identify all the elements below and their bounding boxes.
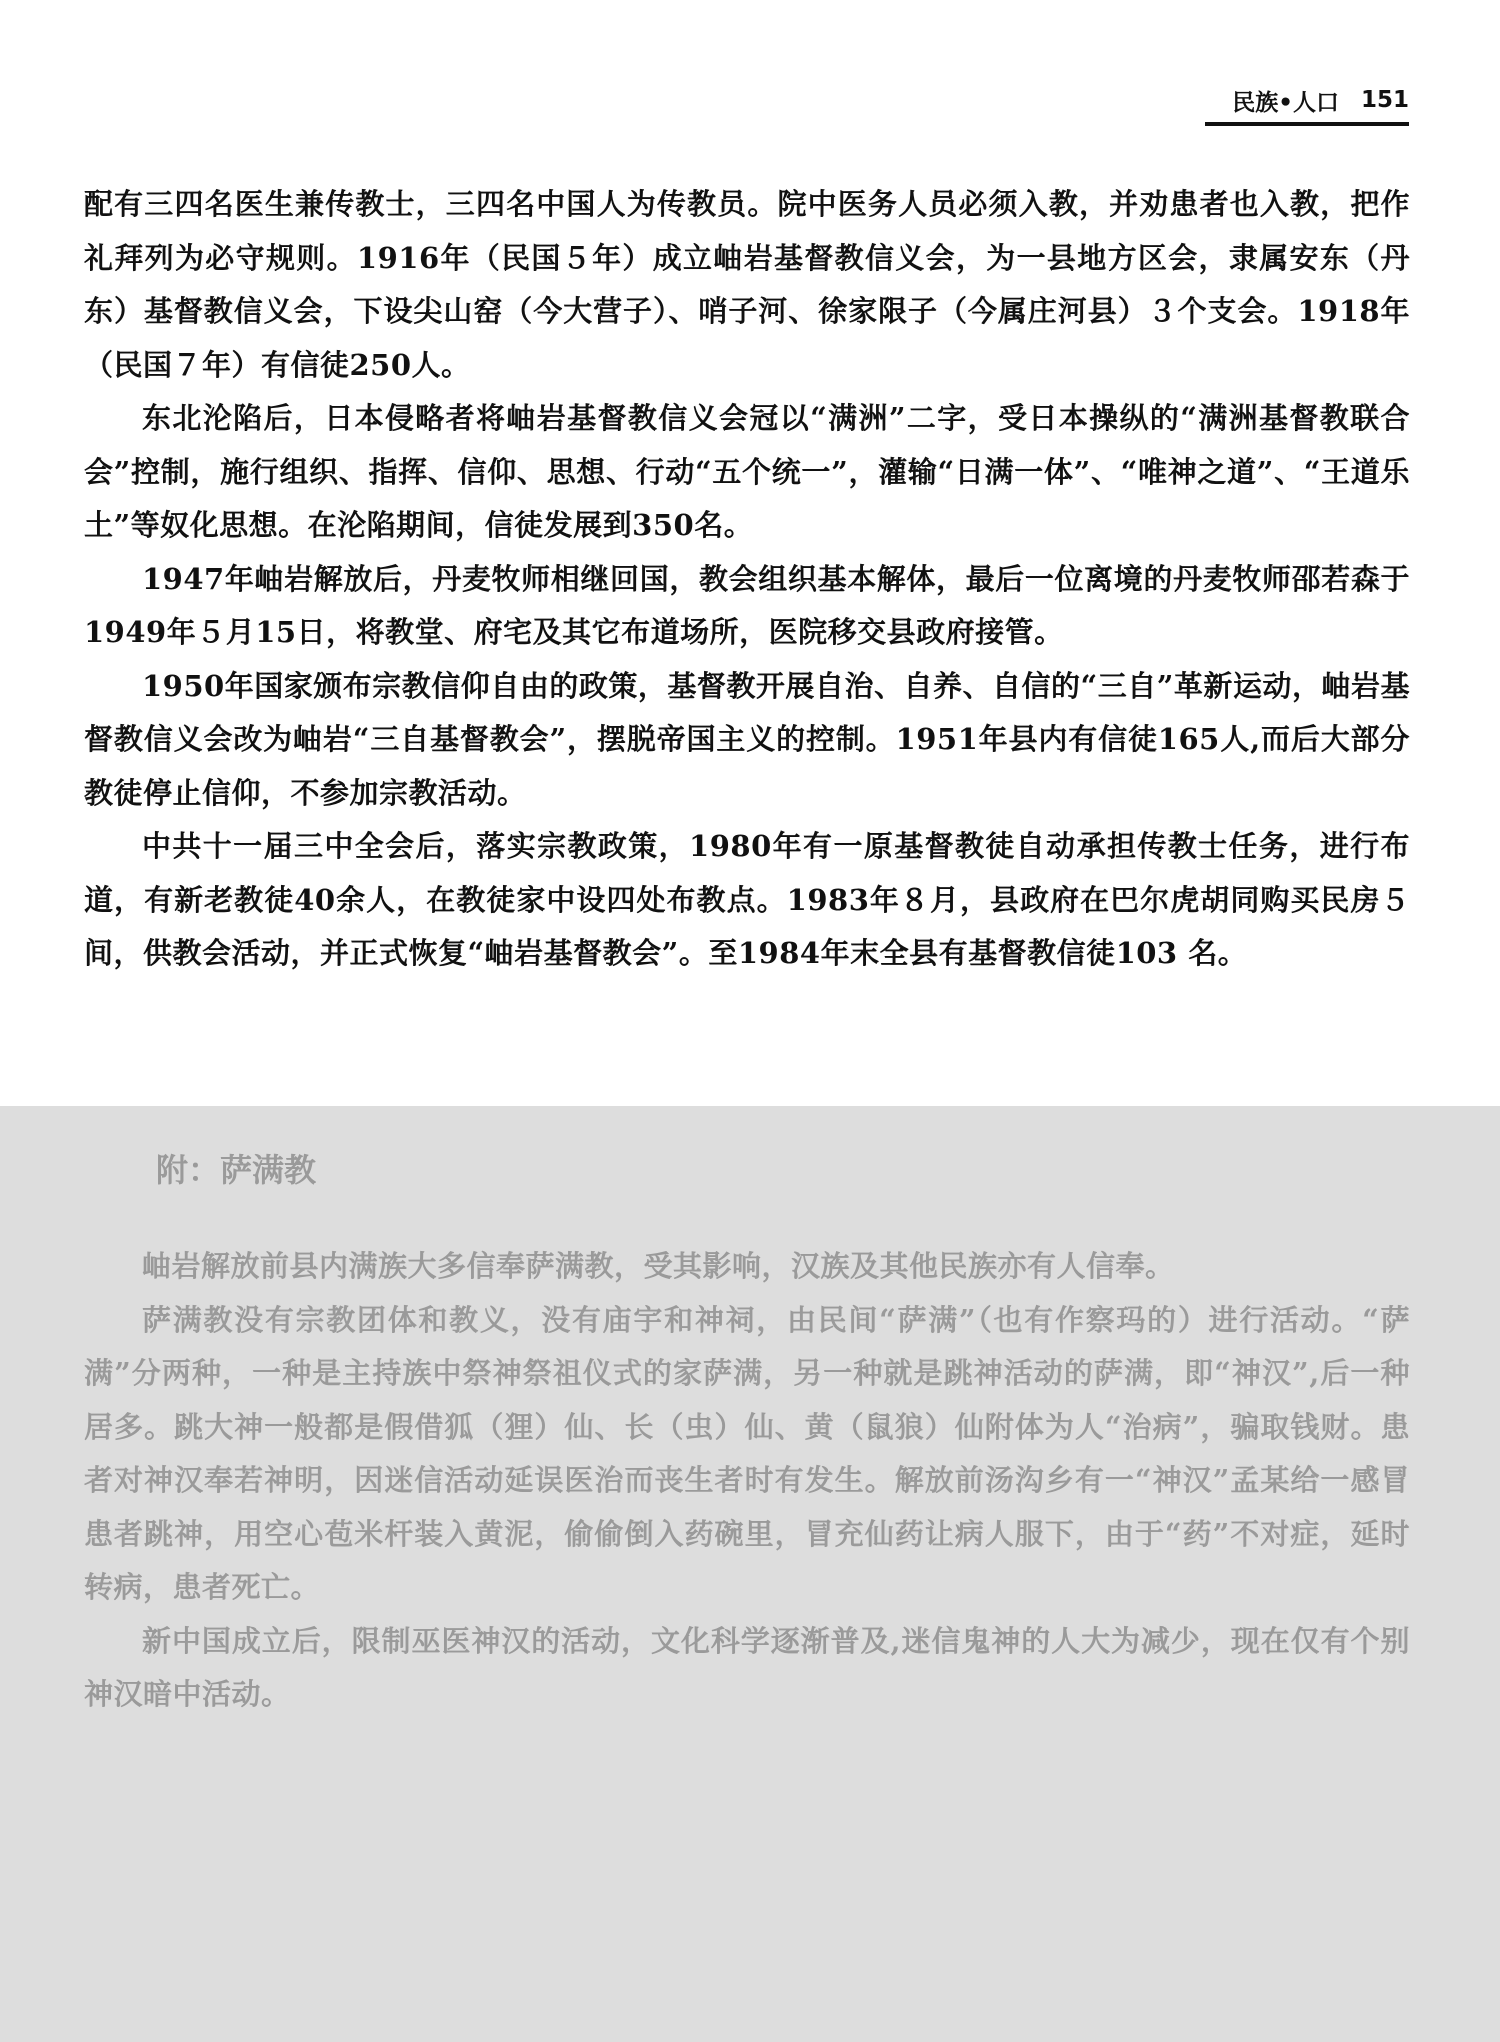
appendix-content — [84, 1142, 1410, 1722]
page-number: 151 — [1360, 87, 1409, 113]
paragraph: 新中国成立后，限制巫医神汉的活动，文化科学逐渐普及,迷信鬼神的人大为减少，现在仅有个别神汉暗中活动。 — [84, 1623, 1410, 1711]
running-header — [1205, 78, 1409, 126]
main-text — [84, 178, 1410, 981]
paragraph: 萨满教没有宗教团体和教义，没有庙宇和神祠，由民间“萨满”（也有作察玛的）进行活动。“萨满”分两种，一种是主持族中祭神祭祖仪式的家萨满，另一种就是跳神活动的萨满，即“神汉”,后一种居多。跳大神一般都是假借狐（狸）仙、长（虫）仙、黄（鼠狼）仙附体为人“治病”，骗取钱财。患者对神汉奉若神明，因迷信活动延误医治而丧生者时有发生。解放前汤沟乡有一“神汉”孟某给一感冒患者跳神，用空心苞米杆装入黄泥，偷偷倒入药碗里，冒充仙药让病人服下，由于“药”不对症，延时转病，患者死亡。 — [84, 1302, 1410, 1604]
paragraph: 中共十一届三中全会后，落实宗教政策，1980年有一原基督教徒自动承担传教士任务，进行布道，有新老教徒40余人，在教徒家中设四处布教点。1983年８月，县政府在巴尔虎胡同购买民房５间，供教会活动，并正式恢复“岫岩基督教会”。至1984年末全县有基督教信徒103 名。 — [84, 829, 1410, 970]
paragraph: 东北沦陷后，日本侵略者将岫岩基督教信义会冠以“满洲”二字，受日本操纵的“满洲基督教联合会”控制，施行组织、指挥、信仰、思想、行动“五个统一”，灌输“日满一体”、“唯神之道”、“王道乐土”等奴化思想。在沦陷期间，信徒发展到350名。 — [84, 401, 1410, 542]
header-section-title: 民族•人口 — [1232, 89, 1339, 116]
paragraph: 配有三四名医生兼传教士，三四名中国人为传教员。院中医务人员必须入教，并劝患者也入教，把作礼拜列为必守规则。1916年（民国５年）成立岫岩基督教信义会，为一县地方区会，隶属安东（丹东）基督教信义会，下设尖山窑（今大营子）、哨子河、徐家限子（今属庄河县）３个支会。1918年（民国７年）有信徒250人。 — [84, 187, 1410, 382]
paragraph: 岫岩解放前县内满族大多信奉萨满教，受其影响，汉族及其他民族亦有人信奉。 — [142, 1249, 1175, 1283]
paragraph: 1947年岫岩解放后，丹麦牧师相继回国，教会组织基本解体，最后一位离境的丹麦牧师邵若森于1949年５月15日，将教堂、府宅及其它布道场所，医院移交县政府接管。 — [84, 561, 1410, 649]
appendix-heading: 附：萨满教 — [156, 1151, 317, 1189]
paragraph: 1950年国家颁布宗教信仰自由的政策，基督教开展自治、自养、自信的“三自”革新运动，岫岩基督教信义会改为岫岩“三自基督教会”，摆脱帝国主义的控制。1951年县内有信徒165人,而后大部分教徒停止信仰，不参加宗教活动。 — [84, 668, 1410, 810]
appendix-section — [0, 1106, 1500, 2042]
